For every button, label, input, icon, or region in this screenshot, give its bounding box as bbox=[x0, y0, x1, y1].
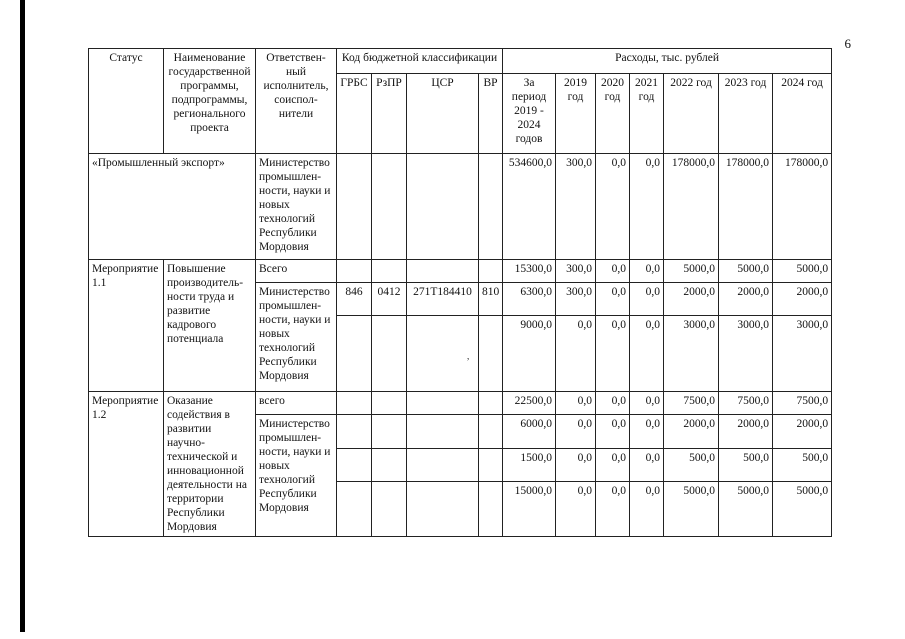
measure1-total-label: Всего bbox=[256, 260, 337, 283]
header-responsible: Ответствен-ный исполнитель, соиспол-нители bbox=[256, 49, 337, 154]
header-csr: ЦСР bbox=[407, 74, 479, 154]
table-cell: 7500,0 bbox=[664, 392, 719, 415]
measure1-grbs: 846 bbox=[337, 283, 372, 316]
header-period: За период 2019 - 2024 годов bbox=[503, 74, 556, 154]
table-cell: 2000,0 bbox=[664, 415, 719, 449]
table-cell: 0,0 bbox=[596, 415, 630, 449]
measure2-name: Оказание содействия в развитии научно-технической и инновационной деятельности на территории Республики Мордовия bbox=[164, 392, 256, 537]
table-cell: 5000,0 bbox=[664, 482, 719, 537]
header-2021: 2021 год bbox=[630, 74, 664, 154]
table-cell: 0,0 bbox=[556, 392, 596, 415]
table-cell: 5000,0 bbox=[719, 260, 773, 283]
table-cell: 178000,0 bbox=[773, 154, 832, 260]
table-cell: 5000,0 bbox=[773, 260, 832, 283]
table-cell: 534600,0 bbox=[503, 154, 556, 260]
table-cell: 0,0 bbox=[630, 260, 664, 283]
table-cell: 0,0 bbox=[556, 449, 596, 482]
table-cell: 9000,0 bbox=[503, 316, 556, 392]
measure1-name: Повышение производитель-ности труда и развитие кадрового потенциала bbox=[164, 260, 256, 392]
page-number: 6 bbox=[844, 36, 851, 51]
table-cell: 500,0 bbox=[773, 449, 832, 482]
table-cell: 0,0 bbox=[596, 392, 630, 415]
header-grbs: ГРБС bbox=[337, 74, 372, 154]
measure1-csr: 271Т184410 bbox=[407, 283, 479, 316]
project-responsible: Министерство промышлен-ности, науки и новых технологий Республики Мордовия bbox=[256, 154, 337, 260]
table-cell: 0,0 bbox=[630, 283, 664, 316]
header-2020: 2020 год bbox=[596, 74, 630, 154]
table-cell: 5000,0 bbox=[773, 482, 832, 537]
table-cell: 6000,0 bbox=[503, 415, 556, 449]
table-cell: 300,0 bbox=[556, 260, 596, 283]
header-2019: 2019 год bbox=[556, 74, 596, 154]
table-cell: 3000,0 bbox=[773, 316, 832, 392]
table-cell: 0,0 bbox=[630, 316, 664, 392]
measure2-status: Мероприятие 1.2 bbox=[89, 392, 164, 537]
table-cell: 2000,0 bbox=[773, 283, 832, 316]
measure1-status: Мероприятие 1.1 bbox=[89, 260, 164, 392]
table-cell: 2000,0 bbox=[719, 415, 773, 449]
table-cell: 1500,0 bbox=[503, 449, 556, 482]
table-cell: 3000,0 bbox=[664, 316, 719, 392]
table-cell: 0,0 bbox=[630, 449, 664, 482]
header-status: Статус bbox=[89, 49, 164, 154]
header-vr: ВР bbox=[479, 74, 503, 154]
header-2024: 2024 год bbox=[773, 74, 832, 154]
table-cell: 5000,0 bbox=[664, 260, 719, 283]
scan-edge-bar bbox=[20, 0, 25, 632]
table-cell: 3000,0 bbox=[719, 316, 773, 392]
table-cell: 0,0 bbox=[556, 316, 596, 392]
table-cell: 7500,0 bbox=[773, 392, 832, 415]
scan-speck: , bbox=[467, 351, 470, 361]
measure1-total-row bbox=[89, 260, 832, 283]
table-cell: 178000,0 bbox=[664, 154, 719, 260]
table-cell: 6300,0 bbox=[503, 283, 556, 316]
table-cell: 300,0 bbox=[556, 154, 596, 260]
table-cell: 0,0 bbox=[556, 482, 596, 537]
table-cell: 0,0 bbox=[596, 482, 630, 537]
measure2-total-row bbox=[89, 392, 832, 415]
table-cell: 2000,0 bbox=[773, 415, 832, 449]
table-cell: 500,0 bbox=[719, 449, 773, 482]
header-rzpr: РзПР bbox=[372, 74, 407, 154]
table-cell: 0,0 bbox=[596, 154, 630, 260]
table-cell: 7500,0 bbox=[719, 392, 773, 415]
table-cell: 15000,0 bbox=[503, 482, 556, 537]
header-budget-code: Код бюджетной классификации bbox=[337, 49, 503, 74]
budget-table bbox=[88, 48, 832, 537]
table-cell: 300,0 bbox=[556, 283, 596, 316]
measure2-responsible: Министерство промышлен-ности, науки и новых технологий Республики Мордовия bbox=[256, 415, 337, 537]
table-cell: 0,0 bbox=[630, 482, 664, 537]
table-cell: 0,0 bbox=[596, 316, 630, 392]
table-cell: 0,0 bbox=[596, 449, 630, 482]
table-cell: 0,0 bbox=[556, 415, 596, 449]
header-2023: 2023 год bbox=[719, 74, 773, 154]
table-cell: 2000,0 bbox=[664, 283, 719, 316]
table-cell: 0,0 bbox=[630, 392, 664, 415]
table-cell: 5000,0 bbox=[719, 482, 773, 537]
table-cell: 15300,0 bbox=[503, 260, 556, 283]
project-name: «Промышленный экспорт» bbox=[89, 154, 256, 260]
header-expenses: Расходы, тыс. рублей bbox=[503, 49, 832, 74]
table-cell: 22500,0 bbox=[503, 392, 556, 415]
header-row-1 bbox=[89, 49, 832, 74]
table-cell: 0,0 bbox=[630, 154, 664, 260]
measure1-rzpr: 0412 bbox=[372, 283, 407, 316]
table-cell: 500,0 bbox=[664, 449, 719, 482]
header-program-name: Наименование государственной программы, подпрограммы, регионального проекта bbox=[164, 49, 256, 154]
measure1-responsible: Министерство промышлен-ности, науки и новых технологий Республики Мордовия bbox=[256, 283, 337, 392]
header-2022: 2022 год bbox=[664, 74, 719, 154]
measure2-total-label: всего bbox=[256, 392, 337, 415]
table-cell: 0,0 bbox=[596, 283, 630, 316]
table-cell: 0,0 bbox=[596, 260, 630, 283]
project-row bbox=[89, 154, 832, 260]
measure1-vr: 810 bbox=[479, 283, 503, 316]
table-cell: 2000,0 bbox=[719, 283, 773, 316]
table-cell: 178000,0 bbox=[719, 154, 773, 260]
table-cell: 0,0 bbox=[630, 415, 664, 449]
